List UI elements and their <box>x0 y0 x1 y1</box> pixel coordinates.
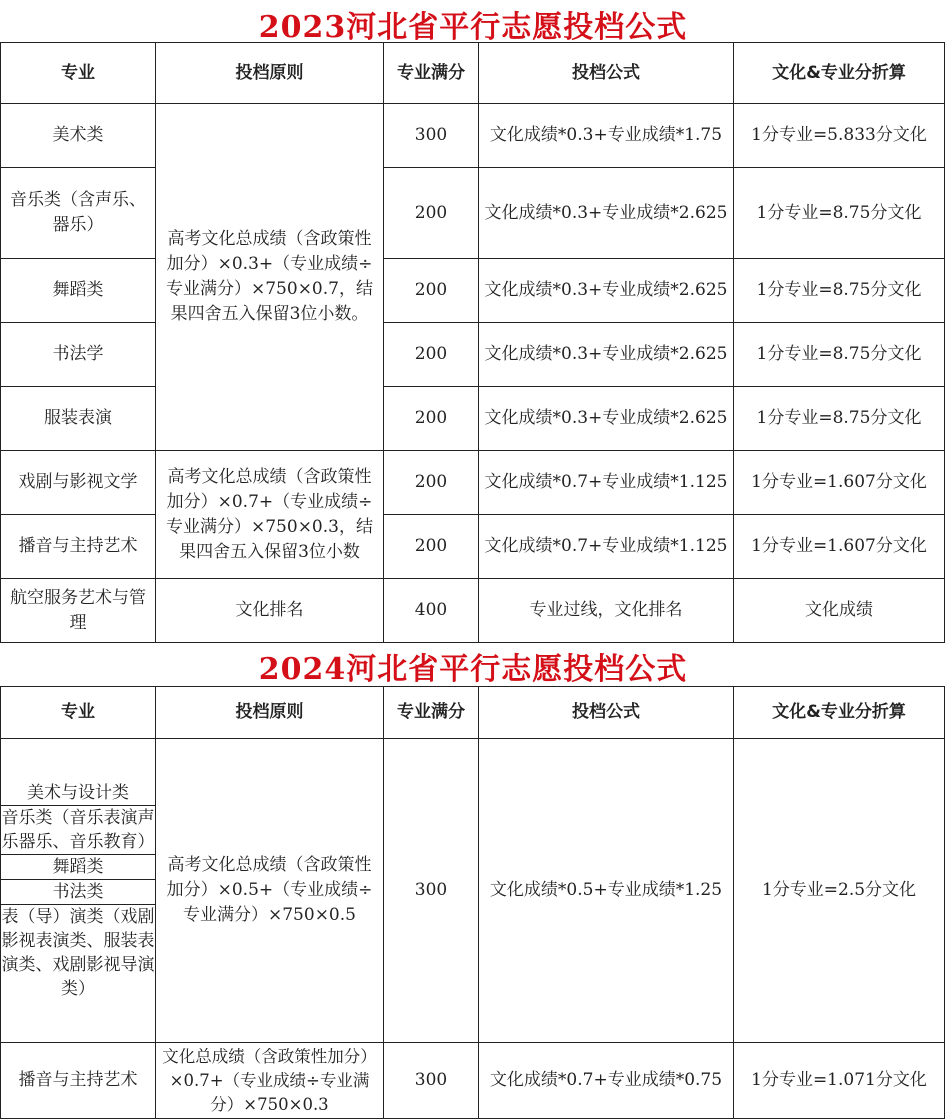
col-header-conversion: 文化&专业分折算 <box>734 43 945 104</box>
formula-cell: 文化成绩*0.3+专业成绩*1.75 <box>479 104 734 168</box>
major-cell: 音乐类（含声乐、器乐） <box>1 168 156 259</box>
conversion-cell: 1分专业=2.5分文化 <box>734 739 945 1043</box>
major-cell: 航空服务艺术与管理 <box>1 579 156 643</box>
full-score-cell: 300 <box>384 104 479 168</box>
table-row <box>1 579 945 643</box>
major-cell: 服装表演 <box>1 387 156 451</box>
full-score-cell: 200 <box>384 515 479 579</box>
major-cell: 播音与主持艺术 <box>1 1043 156 1119</box>
col-header-principle: 投档原则 <box>156 43 384 104</box>
major-group-cell <box>1 739 156 1043</box>
col-header-major: 专业 <box>1 687 156 739</box>
col-header-principle: 投档原则 <box>156 687 384 739</box>
formula-cell: 文化成绩*0.3+专业成绩*2.625 <box>479 323 734 387</box>
conversion-cell: 1分专业=8.75分文化 <box>734 387 945 451</box>
conversion-cell: 1分专业=8.75分文化 <box>734 323 945 387</box>
table-row <box>1 387 945 451</box>
conversion-cell: 1分专业=1.607分文化 <box>734 451 945 515</box>
conversion-cell: 1分专业=1.607分文化 <box>734 515 945 579</box>
col-header-full-score: 专业满分 <box>384 687 479 739</box>
table-row <box>1 739 945 1043</box>
major-cell: 美术类 <box>1 104 156 168</box>
principle-cell: 高考文化总成绩（含政策性加分）×0.7+（专业成绩÷专业满分）×750×0.3，结果四舍五入保留3位小数 <box>156 451 384 579</box>
major-item: 表（导）演类（戏剧影视表演类、服装表演类、戏剧影视导演类） <box>1 906 155 999</box>
table-row <box>1 515 945 579</box>
table-2023 <box>0 42 945 643</box>
full-score-cell: 200 <box>384 323 479 387</box>
major-item: 书法类 <box>1 880 155 905</box>
table-row <box>1 1043 945 1119</box>
formula-cell: 专业过线，文化排名 <box>479 579 734 643</box>
formula-cell: 文化成绩*0.7+专业成绩*0.75 <box>479 1043 734 1119</box>
conversion-cell: 文化成绩 <box>734 579 945 643</box>
major-cell: 舞蹈类 <box>1 259 156 323</box>
principle-cell: 高考文化总成绩（含政策性加分）×0.3+（专业成绩÷专业满分）×750×0.7，结果四舍五入保留3位小数。 <box>156 104 384 451</box>
formula-cell: 文化成绩*0.3+专业成绩*2.625 <box>479 387 734 451</box>
title-2023: 2023河北省平行志愿投档公式 <box>258 10 688 45</box>
full-score-cell: 300 <box>384 1043 479 1119</box>
title-2024: 2024河北省平行志愿投档公式 <box>258 652 688 687</box>
principle-cell: 文化总成绩（含政策性加分）×0.7+（专业成绩÷专业满分）×750×0.3 <box>156 1043 384 1119</box>
formula-cell: 文化成绩*0.3+专业成绩*2.625 <box>479 168 734 259</box>
col-header-conversion: 文化&专业分折算 <box>734 687 945 739</box>
major-cell: 书法学 <box>1 323 156 387</box>
full-score-cell: 200 <box>384 387 479 451</box>
formula-cell: 文化成绩*0.7+专业成绩*1.125 <box>479 451 734 515</box>
conversion-cell: 1分专业=1.071分文化 <box>734 1043 945 1119</box>
conversion-cell: 1分专业=8.75分文化 <box>734 259 945 323</box>
table-2024 <box>0 686 945 1119</box>
header-row <box>1 687 945 739</box>
full-score-cell: 200 <box>384 451 479 515</box>
formula-cell: 文化成绩*0.7+专业成绩*1.125 <box>479 515 734 579</box>
formula-cell: 文化成绩*0.3+专业成绩*2.625 <box>479 259 734 323</box>
full-score-cell: 200 <box>384 259 479 323</box>
table-row <box>1 104 945 168</box>
major-item: 音乐类（音乐表演声乐器乐、音乐教育） <box>1 806 155 855</box>
major-item: 舞蹈类 <box>1 855 155 880</box>
major-cell: 戏剧与影视文学 <box>1 451 156 515</box>
col-header-formula: 投档公式 <box>479 43 734 104</box>
conversion-cell: 1分专业=8.75分文化 <box>734 168 945 259</box>
table-row <box>1 451 945 515</box>
col-header-full-score: 专业满分 <box>384 43 479 104</box>
formula-cell: 文化成绩*0.5+专业成绩*1.25 <box>479 739 734 1043</box>
major-list <box>1 781 155 1001</box>
col-header-major: 专业 <box>1 43 156 104</box>
major-cell: 播音与主持艺术 <box>1 515 156 579</box>
principle-cell: 高考文化总成绩（含政策性加分）×0.5+（专业成绩÷专业满分）×750×0.5 <box>156 739 384 1043</box>
col-header-formula: 投档公式 <box>479 687 734 739</box>
major-item: 美术与设计类 <box>1 781 155 806</box>
header-row <box>1 43 945 104</box>
table-row <box>1 323 945 387</box>
principle-cell: 文化排名 <box>156 579 384 643</box>
table-row <box>1 259 945 323</box>
conversion-cell: 1分专业=5.833分文化 <box>734 104 945 168</box>
full-score-cell: 300 <box>384 739 479 1043</box>
table-row <box>1 168 945 259</box>
full-score-cell: 400 <box>384 579 479 643</box>
full-score-cell: 200 <box>384 168 479 259</box>
